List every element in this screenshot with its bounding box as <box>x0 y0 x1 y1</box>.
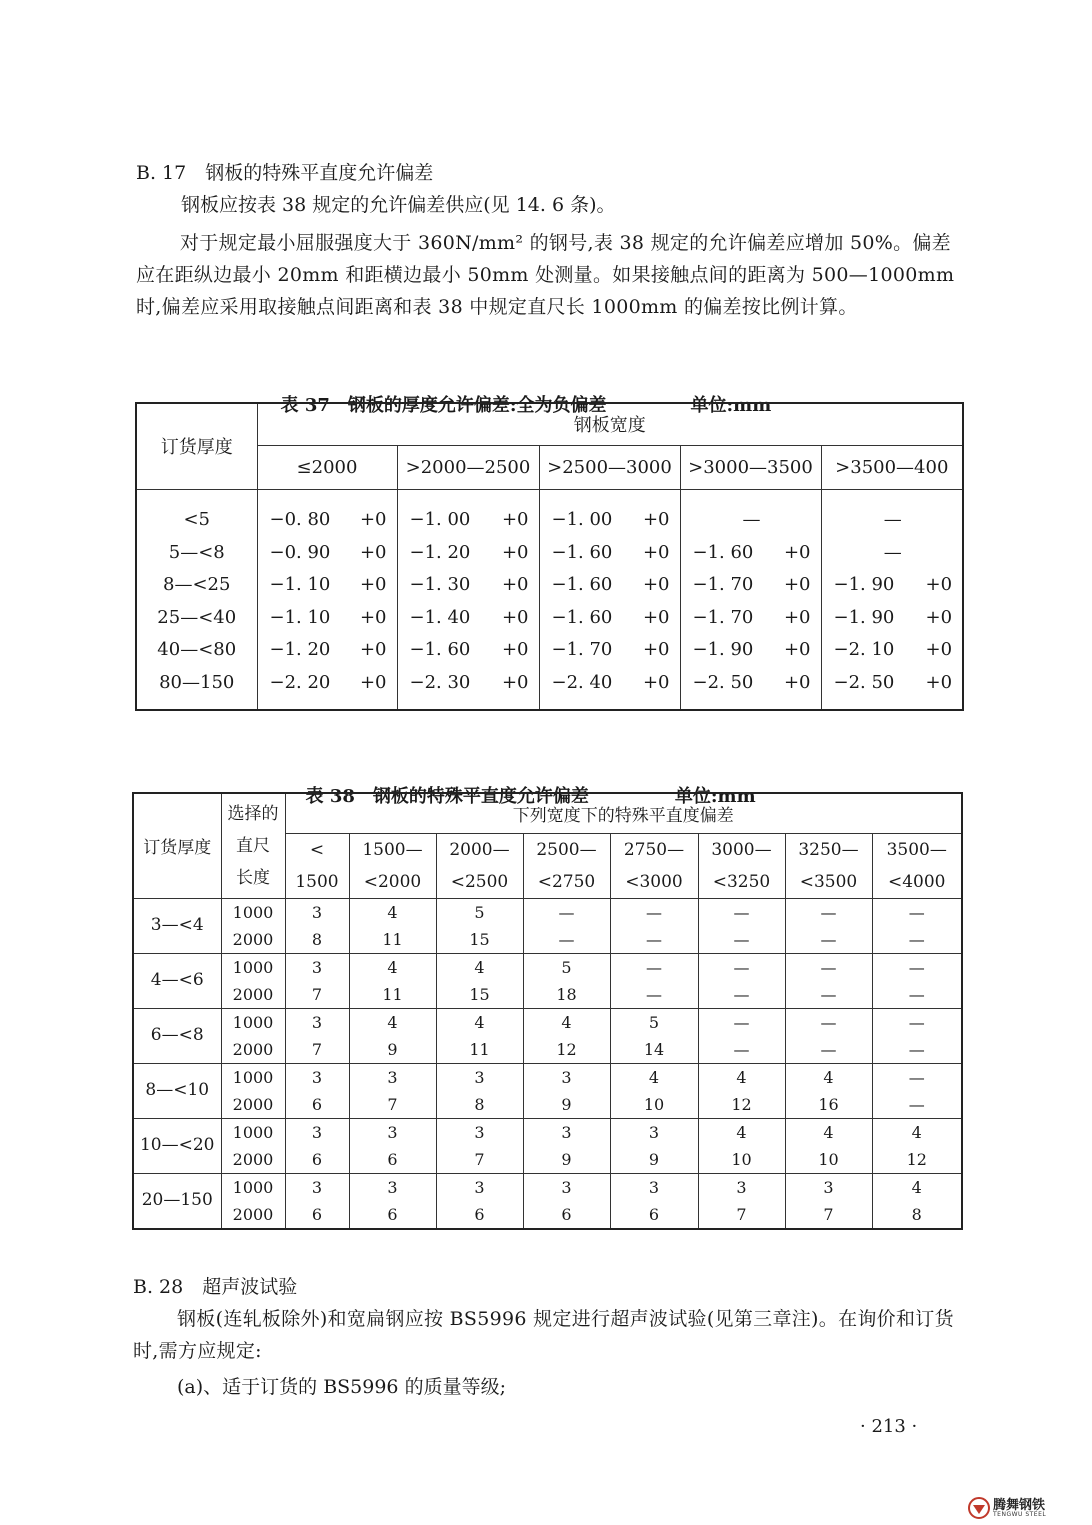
section-b28-paragraph-1: 钢板(连轧板除外)和宽扁钢应按 BS5996 规定进行超声波试验(见第三章注)。在询价和订货时,需方应规定: <box>133 1308 954 1362</box>
table37-column-header: >2500—3000 <box>539 445 680 489</box>
table38-value-cell: 8 <box>872 1201 962 1229</box>
table37-value-cell <box>680 489 821 536</box>
table37-value-cell <box>257 536 397 569</box>
table38-thickness-cell: 3—<4 <box>133 898 221 953</box>
table38-value-cell: — <box>785 926 872 954</box>
table37-plus-value: +0 <box>501 639 529 661</box>
table-row <box>133 1118 962 1146</box>
table37-value-cell <box>821 634 963 667</box>
table38-thickness-cell: 20—150 <box>133 1173 221 1229</box>
table37-plus-value: +0 <box>359 509 387 531</box>
table38-value-cell: 9 <box>610 1146 698 1174</box>
table-row <box>136 601 963 634</box>
table38-value-cell: 18 <box>523 981 610 1009</box>
table38-value-cell: 7 <box>349 1091 436 1119</box>
table37-value-cell <box>821 489 963 536</box>
table37-value-cell <box>821 536 963 569</box>
table37-column-header: >3500—400 <box>821 445 963 489</box>
table37-thickness-cell: 25—<40 <box>136 601 257 634</box>
table38-value-cell: 4 <box>872 1118 962 1146</box>
section-b17-heading: B. 17 钢板的特殊平直度允许偏差 <box>136 162 434 184</box>
tengwu-logo-icon <box>968 1497 990 1519</box>
table38-ruler-cell: 1000 <box>221 953 285 981</box>
table38-value-cell: 6 <box>523 1201 610 1229</box>
table37-minus-value: −1. 60 <box>409 639 471 661</box>
table37-minus-value: −1. 90 <box>833 574 895 596</box>
table37-value-cell <box>680 601 821 634</box>
table38-column-header-line: <3500 <box>799 871 858 892</box>
table38-value-cell: 7 <box>436 1146 523 1174</box>
table38-column-header <box>523 833 610 898</box>
table38-value-cell: 4 <box>349 1008 436 1036</box>
table38-value-cell: 3 <box>349 1173 436 1201</box>
table38-column-header-line: <4000 <box>887 871 946 892</box>
table38-column-header-line: 1500 <box>295 871 339 892</box>
table38-value-cell: 5 <box>610 1008 698 1036</box>
table38-column-header-line: < <box>309 839 325 860</box>
table37-plus-value: +0 <box>501 671 529 693</box>
table37-plus-value: +0 <box>642 606 670 628</box>
table37-plus-value: +0 <box>359 606 387 628</box>
table37-minus-value: −2. 30 <box>409 671 471 693</box>
section-b17-paragraph-2: 对于规定最小屈服强度大于 360N/mm² 的钢号,表 38 规定的允许偏差应增加 50%。偏差应在距纵边最小 20mm 和距横边最小 50mm 处测量。如果接触点间的距离为 500—1000mm 时,偏差应采用取接触点间距离和表 38 中规定直尺长 1000mm 的偏差按比例计算。 <box>136 232 955 318</box>
table38-ruler-cell: 2000 <box>221 981 285 1009</box>
table37-plus-value: +0 <box>783 606 811 628</box>
table38-value-cell: — <box>872 981 962 1009</box>
table38-value-cell: — <box>872 1008 962 1036</box>
table37-value-cell <box>539 536 680 569</box>
table37-minus-value: −2. 50 <box>692 671 754 693</box>
table37-minus-value: −2. 10 <box>833 639 895 661</box>
table38-column-header-line: <2500 <box>450 871 509 892</box>
table37-minus-value: −1. 90 <box>692 639 754 661</box>
table37-value-cell <box>680 536 821 569</box>
publisher-logo <box>968 1494 1088 1522</box>
table38-group-header: 下列宽度下的特殊平直度偏差 <box>285 793 962 833</box>
table37-minus-value: — <box>883 541 902 563</box>
table37 <box>135 402 964 711</box>
table37-value-cell <box>397 601 539 634</box>
table37-plus-value: +0 <box>501 574 529 596</box>
table38-ruler-cell: 1000 <box>221 1063 285 1091</box>
table38-value-cell: — <box>610 981 698 1009</box>
section-b28-paragraph-2: (a)、适于订货的 BS5996 的质量等级; <box>177 1376 506 1398</box>
table37-plus-value: +0 <box>359 671 387 693</box>
table38-column-header-line: 3250— <box>798 839 859 860</box>
table-row <box>133 1036 962 1064</box>
table38-value-cell: 6 <box>285 1091 349 1119</box>
table37-minus-value: −2. 40 <box>551 671 613 693</box>
table38-value-cell: 7 <box>285 981 349 1009</box>
table37-plus-value: +0 <box>925 606 953 628</box>
table-row <box>136 569 963 602</box>
table37-value-cell <box>539 569 680 602</box>
table37-plus-value: +0 <box>359 541 387 563</box>
table37-minus-value: −1. 70 <box>692 606 754 628</box>
table38-value-cell: 4 <box>610 1063 698 1091</box>
table37-value-cell <box>680 666 821 710</box>
table37-value-cell <box>539 489 680 536</box>
table38-column-header-line: 3000— <box>711 839 772 860</box>
table37-column-header: >2000—2500 <box>397 445 539 489</box>
table38-thickness-cell: 10—<20 <box>133 1118 221 1173</box>
table37-thickness-cell: <5 <box>136 489 257 536</box>
table38-value-cell: 4 <box>349 898 436 926</box>
table37-plus-value: +0 <box>642 671 670 693</box>
table37-minus-value: −1. 60 <box>551 574 613 596</box>
table38-value-cell: — <box>872 926 962 954</box>
table38-value-cell: 3 <box>285 1173 349 1201</box>
table37-row-header: 订货厚度 <box>136 403 257 489</box>
table37-plus-value: +0 <box>642 509 670 531</box>
table38-column-header-line: 2500— <box>536 839 597 860</box>
table37-value-cell <box>680 569 821 602</box>
table38-row-header: 订货厚度 <box>133 793 221 898</box>
table37-value-cell <box>397 569 539 602</box>
table38-value-cell: 4 <box>785 1118 872 1146</box>
table38-column-header <box>285 833 349 898</box>
table38-column-header-line: 3500— <box>886 839 947 860</box>
table38-value-cell: 15 <box>436 926 523 954</box>
table38-value-cell: — <box>610 926 698 954</box>
table-row <box>133 1063 962 1091</box>
table38-value-cell: 4 <box>698 1063 785 1091</box>
table37-plus-value: +0 <box>925 639 953 661</box>
table37-value-cell <box>821 666 963 710</box>
table-row <box>133 898 962 926</box>
table38-value-cell: 10 <box>698 1146 785 1174</box>
table37-minus-value: −0. 90 <box>269 541 331 563</box>
table37-value-cell <box>680 634 821 667</box>
table37-unit: 单位:mm <box>690 395 772 416</box>
table37-column-header: ≤2000 <box>257 445 397 489</box>
table38-value-cell: — <box>610 898 698 926</box>
table38-value-cell: 6 <box>610 1201 698 1229</box>
table37-value-cell <box>821 569 963 602</box>
table37-value-cell <box>539 601 680 634</box>
table38-value-cell: — <box>610 953 698 981</box>
table37-thickness-cell: 8—<25 <box>136 569 257 602</box>
table-row <box>133 981 962 1009</box>
table38-ruler-cell: 2000 <box>221 926 285 954</box>
table37-plus-value: +0 <box>783 541 811 563</box>
table37-plus-value: +0 <box>783 671 811 693</box>
table38-column-header <box>349 833 436 898</box>
table38-value-cell: 3 <box>436 1063 523 1091</box>
table38-value-cell: 3 <box>349 1118 436 1146</box>
table-row <box>133 1146 962 1174</box>
table37-minus-value: −1. 60 <box>551 606 613 628</box>
table37-value-cell <box>257 601 397 634</box>
section-b17-paragraph-1: 钢板应按表 38 规定的允许偏差供应(见 14. 6 条)。 <box>181 194 616 216</box>
table38-value-cell: 16 <box>785 1091 872 1119</box>
table38-value-cell: 6 <box>285 1146 349 1174</box>
table38-ruler-cell: 1000 <box>221 898 285 926</box>
table38-column-header-line: 1500— <box>362 839 423 860</box>
table37-thickness-cell: 80—150 <box>136 666 257 710</box>
table-row <box>133 1201 962 1229</box>
table38-value-cell: 7 <box>698 1201 785 1229</box>
table37-minus-value: −1. 10 <box>269 606 331 628</box>
table38-value-cell: — <box>785 1036 872 1064</box>
table37-value-cell <box>257 634 397 667</box>
table-row <box>136 634 963 667</box>
logo-text-en: TENGWU STEEL <box>993 1510 1047 1518</box>
table-row <box>133 1173 962 1201</box>
table38-value-cell: — <box>872 898 962 926</box>
page-number: · 213 · <box>860 1416 918 1437</box>
table38-value-cell: — <box>698 953 785 981</box>
table37-value-cell <box>257 489 397 536</box>
table37-value-cell <box>397 536 539 569</box>
table37-plus-value: +0 <box>501 541 529 563</box>
table-row <box>133 953 962 981</box>
table37-value-cell <box>539 634 680 667</box>
table38-ruler-cell: 1000 <box>221 1173 285 1201</box>
table38 <box>132 792 963 1230</box>
table38-thickness-cell: 4—<6 <box>133 953 221 1008</box>
table38-value-cell: 4 <box>698 1118 785 1146</box>
table38-value-cell: — <box>872 1063 962 1091</box>
table37-minus-value: −1. 20 <box>269 639 331 661</box>
table38-value-cell: 3 <box>785 1173 872 1201</box>
table38-column-header-line: <3000 <box>625 871 683 892</box>
table-row <box>136 536 963 569</box>
table37-plus-value: +0 <box>359 574 387 596</box>
table38-value-cell: 6 <box>349 1146 436 1174</box>
table37-minus-value: −0. 80 <box>269 509 331 531</box>
table37-plus-value: +0 <box>925 574 953 596</box>
table38-column-header <box>872 833 962 898</box>
table37-plus-value: +0 <box>642 541 670 563</box>
table38-value-cell: 6 <box>349 1201 436 1229</box>
table37-value-cell <box>539 666 680 710</box>
table38-value-cell: 9 <box>349 1036 436 1064</box>
table37-minus-value: −1. 70 <box>551 639 613 661</box>
table38-value-cell: 14 <box>610 1036 698 1064</box>
table-row <box>133 926 962 954</box>
table38-column-header <box>436 833 523 898</box>
table37-value-cell <box>257 666 397 710</box>
table38-value-cell: — <box>785 953 872 981</box>
table38-value-cell: — <box>698 1036 785 1064</box>
table37-thickness-cell: 5—<8 <box>136 536 257 569</box>
table38-value-cell: 15 <box>436 981 523 1009</box>
table-row <box>133 1008 962 1036</box>
table37-minus-value: −1. 60 <box>551 541 613 563</box>
table38-value-cell: 10 <box>785 1146 872 1174</box>
table37-minus-value: −1. 90 <box>833 606 895 628</box>
table38-value-cell: 12 <box>698 1091 785 1119</box>
table38-ruler-header-line: 选择的 <box>227 803 279 824</box>
table38-value-cell: 11 <box>349 981 436 1009</box>
table37-minus-value: −1. 60 <box>692 541 754 563</box>
table37-minus-value: −1. 40 <box>409 606 471 628</box>
table38-value-cell: 8 <box>436 1091 523 1119</box>
table38-value-cell: — <box>785 1008 872 1036</box>
table38-value-cell: 11 <box>349 926 436 954</box>
table38-value-cell: 3 <box>285 898 349 926</box>
table38-value-cell: 3 <box>285 1063 349 1091</box>
table37-plus-value: +0 <box>642 574 670 596</box>
table37-plus-value: +0 <box>501 606 529 628</box>
table38-ruler-header <box>221 793 285 898</box>
table37-minus-value: −1. 70 <box>692 574 754 596</box>
table38-value-cell: 3 <box>285 953 349 981</box>
table38-value-cell: 3 <box>610 1118 698 1146</box>
table38-value-cell: 3 <box>523 1118 610 1146</box>
table37-minus-value: — <box>883 509 902 531</box>
table38-value-cell: 3 <box>436 1118 523 1146</box>
table38-value-cell: 3 <box>523 1173 610 1201</box>
table38-value-cell: 5 <box>523 953 610 981</box>
table38-value-cell: — <box>698 898 785 926</box>
table37-title: 表 37 钢板的厚度允许偏差:全为负偏差 <box>280 395 607 416</box>
table38-title: 表 38 钢板的特殊平直度允许偏差 <box>305 786 589 807</box>
table38-column-header-line: <2000 <box>363 871 422 892</box>
table38-thickness-cell: 6—<8 <box>133 1008 221 1063</box>
table38-value-cell: 6 <box>285 1201 349 1229</box>
table38-column-header-line: 2750— <box>623 839 685 860</box>
table38-ruler-header-line: 直尺 <box>236 835 270 856</box>
table37-value-cell <box>397 489 539 536</box>
table38-value-cell: 9 <box>523 1091 610 1119</box>
table38-column-header <box>785 833 872 898</box>
table37-plus-value: +0 <box>359 639 387 661</box>
table38-value-cell: 3 <box>523 1063 610 1091</box>
table37-minus-value: −1. 00 <box>409 509 471 531</box>
table38-thickness-cell: 8—<10 <box>133 1063 221 1118</box>
table38-value-cell: 12 <box>872 1146 962 1174</box>
table38-value-cell: — <box>872 953 962 981</box>
table38-value-cell: 3 <box>436 1173 523 1201</box>
table-row <box>136 666 963 710</box>
table37-minus-value: −1. 00 <box>551 509 613 531</box>
table38-ruler-cell: 2000 <box>221 1201 285 1229</box>
table38-value-cell: 6 <box>436 1201 523 1229</box>
table38-value-cell: 3 <box>610 1173 698 1201</box>
table37-value-cell <box>821 601 963 634</box>
table38-value-cell: — <box>523 926 610 954</box>
table38-value-cell: — <box>785 981 872 1009</box>
table38-column-header-line: 2000— <box>449 839 510 860</box>
table38-value-cell: 4 <box>872 1173 962 1201</box>
table38-column-header-line: <3250 <box>712 871 771 892</box>
table37-plus-value: +0 <box>783 639 811 661</box>
table38-value-cell: 4 <box>785 1063 872 1091</box>
table37-plus-value: +0 <box>642 639 670 661</box>
table38-value-cell: 8 <box>285 926 349 954</box>
table37-thickness-cell: 40—<80 <box>136 634 257 667</box>
table38-value-cell: 7 <box>785 1201 872 1229</box>
table-row <box>136 489 963 536</box>
table37-minus-value: −1. 10 <box>269 574 331 596</box>
table38-value-cell: 12 <box>523 1036 610 1064</box>
table38-column-header <box>610 833 698 898</box>
table38-ruler-cell: 1000 <box>221 1118 285 1146</box>
table37-minus-value: −1. 30 <box>409 574 471 596</box>
table38-value-cell: — <box>698 926 785 954</box>
table37-value-cell <box>397 666 539 710</box>
logo-text-cn: 腾舞钢铁 <box>993 1497 1046 1513</box>
table38-value-cell: 3 <box>285 1118 349 1146</box>
table38-value-cell: — <box>698 981 785 1009</box>
table38-ruler-cell: 2000 <box>221 1146 285 1174</box>
table37-plus-value: +0 <box>925 671 953 693</box>
table38-value-cell: 3 <box>285 1008 349 1036</box>
table38-value-cell: 10 <box>610 1091 698 1119</box>
table38-value-cell: 5 <box>436 898 523 926</box>
table38-value-cell: 7 <box>285 1036 349 1064</box>
table38-value-cell: 4 <box>523 1008 610 1036</box>
table37-minus-value: −2. 20 <box>269 671 331 693</box>
table38-column-header <box>698 833 785 898</box>
table38-value-cell: 11 <box>436 1036 523 1064</box>
table38-ruler-cell: 1000 <box>221 1008 285 1036</box>
table38-value-cell: 4 <box>436 1008 523 1036</box>
table-row <box>133 1091 962 1119</box>
table37-minus-value: — <box>742 509 761 531</box>
table38-value-cell: 3 <box>698 1173 785 1201</box>
table38-value-cell: 3 <box>349 1063 436 1091</box>
table38-value-cell: 4 <box>436 953 523 981</box>
table37-group-header: 钢板宽度 <box>257 403 963 445</box>
table37-value-cell <box>397 634 539 667</box>
table38-value-cell: — <box>872 1036 962 1064</box>
table38-value-cell: — <box>872 1091 962 1119</box>
table38-value-cell: — <box>785 898 872 926</box>
table38-ruler-header-line: 长度 <box>236 867 270 888</box>
table37-column-header: >3000—3500 <box>680 445 821 489</box>
table38-column-header-line: <2750 <box>537 871 596 892</box>
table37-minus-value: −1. 20 <box>409 541 471 563</box>
table38-ruler-cell: 2000 <box>221 1036 285 1064</box>
table37-plus-value: +0 <box>501 509 529 531</box>
table38-value-cell: — <box>523 898 610 926</box>
table38-value-cell: 4 <box>349 953 436 981</box>
table37-value-cell <box>257 569 397 602</box>
table38-value-cell: 9 <box>523 1146 610 1174</box>
table37-plus-value: +0 <box>783 574 811 596</box>
table38-ruler-cell: 2000 <box>221 1091 285 1119</box>
table38-unit: 单位:mm <box>674 786 756 807</box>
table38-value-cell: — <box>698 1008 785 1036</box>
table37-minus-value: −2. 50 <box>833 671 895 693</box>
section-b28-heading: B. 28 超声波试验 <box>133 1276 298 1298</box>
